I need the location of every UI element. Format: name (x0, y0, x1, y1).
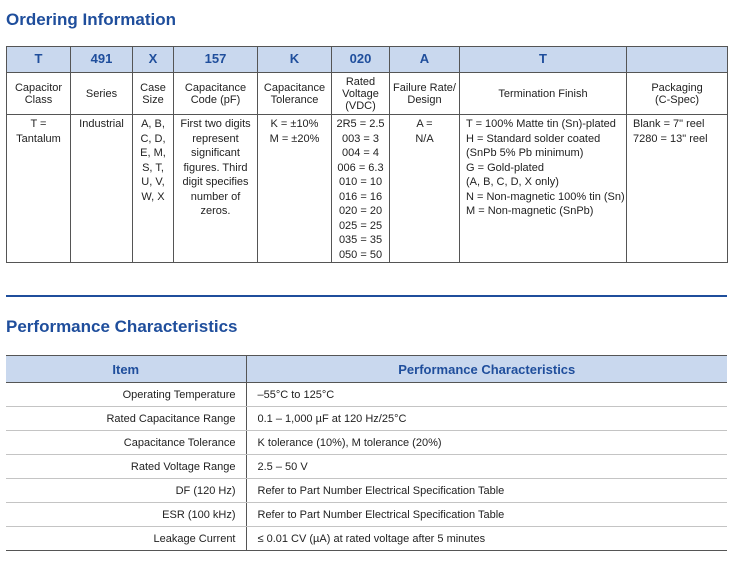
value-cell (460, 115, 627, 263)
table-row (6, 431, 727, 455)
cell-line: significant (191, 147, 240, 159)
cell-line: 7280 = 13" reel (633, 132, 708, 145)
cell-line: N/A (415, 132, 434, 145)
item-label: ESR (100 kHz) (6, 503, 246, 527)
cell-line: 025 = 25 (338, 219, 383, 232)
cell-line: 016 = 16 (338, 190, 383, 203)
table-row (6, 527, 727, 551)
value-cell (258, 115, 332, 263)
code-cell: A (390, 47, 460, 73)
value-cell (133, 115, 174, 263)
characteristic-value: ≤ 0.01 CV (µA) at rated voltage after 5 minutes (246, 527, 727, 551)
cell-line: First two digits (180, 118, 251, 130)
code-cell: T (460, 47, 627, 73)
value-cell (627, 115, 728, 263)
value-cell (71, 115, 133, 263)
ordering-header-row (7, 73, 728, 115)
header-cell (174, 73, 258, 115)
cell-line: Code (pF) (190, 93, 241, 106)
cell-line: W, X (141, 190, 165, 203)
code-cell: K (258, 47, 332, 73)
cell-line: S, T, (142, 161, 164, 174)
cell-line: (SnPb 5% Pb minimum) (466, 147, 584, 159)
cell-line: Packaging (651, 81, 703, 94)
cell-line: zeros. (200, 205, 231, 217)
cell-line: Rated (345, 75, 376, 88)
item-label: Operating Temperature (6, 383, 246, 407)
table-row (6, 383, 727, 407)
section-divider (6, 295, 727, 297)
cell-line: figures. Third (183, 161, 248, 174)
cell-line: digit specifies (182, 176, 249, 188)
performance-header-row (6, 356, 727, 383)
code-cell (627, 47, 728, 73)
header-cell (460, 73, 627, 115)
cell-line: 003 = 3 (341, 132, 379, 145)
cell-line: Capacitor (14, 81, 63, 94)
cell-line: Case (140, 81, 166, 94)
characteristic-value: Refer to Part Number Electrical Specification Table (246, 479, 727, 503)
cell-line: Capacitance (263, 81, 326, 94)
cell-line: M = ±20% (269, 132, 320, 145)
item-label: DF (120 Hz) (6, 479, 246, 503)
cell-line: A = (416, 118, 433, 130)
characteristic-value: –55°C to 125°C (246, 383, 727, 407)
cell-line: 010 = 10 (338, 176, 383, 188)
item-label: Leakage Current (6, 527, 246, 551)
cell-line: Design (407, 93, 442, 106)
ordering-code-row (7, 47, 728, 73)
cell-line: Tolerance (270, 93, 319, 106)
performance-body (6, 383, 727, 551)
item-label: Rated Capacitance Range (6, 407, 246, 431)
cell-line: M = Non-magnetic (SnPb) (466, 205, 594, 217)
ordering-information-title: Ordering Information (6, 10, 176, 29)
cell-line: T = 100% Matte tin (Sn)-plated (466, 118, 616, 130)
cell-line: N = Non-magnetic 100% tin (Sn) (466, 190, 625, 203)
table-row (6, 455, 727, 479)
value-cell (332, 115, 390, 263)
code-cell: T (7, 47, 71, 73)
header-cell (390, 73, 460, 115)
cell-line: H = Standard solder coated (466, 132, 601, 145)
header-cell (133, 73, 174, 115)
table-row (6, 407, 727, 431)
cell-line: 035 = 35 (338, 234, 383, 246)
value-cell (7, 115, 71, 263)
characteristic-value: Refer to Part Number Electrical Specification Table (246, 503, 727, 527)
item-column-header: Item (6, 356, 246, 383)
cell-line: number of (190, 190, 241, 203)
characteristic-value: K tolerance (10%), M tolerance (20%) (246, 431, 727, 455)
item-label: Capacitance Tolerance (6, 431, 246, 455)
cell-line: K = ±10% (270, 118, 319, 130)
cell-line: T = (30, 118, 47, 130)
cell-line: G = Gold-plated (466, 161, 544, 174)
cell-line: Voltage (342, 87, 379, 100)
cell-line: Termination Finish (498, 87, 588, 100)
characteristic-value: 2.5 – 50 V (246, 455, 727, 479)
ordering-values-row (7, 115, 728, 263)
cell-line: 004 = 4 (341, 147, 379, 159)
ordering-table (6, 46, 728, 263)
cell-line: 050 = 50 (338, 248, 383, 261)
cell-line: E, M, (140, 147, 166, 159)
value-cell (390, 115, 460, 263)
performance-table (6, 355, 727, 551)
cell-line: 2R5 = 2.5 (336, 118, 385, 130)
cell-line: U, V, (141, 176, 165, 188)
cell-line: (VDC) (345, 99, 376, 112)
table-row (6, 503, 727, 527)
code-cell: 020 (332, 47, 390, 73)
cell-line: 006 = 6.3 (337, 161, 384, 174)
header-cell (627, 73, 728, 115)
cell-line: (A, B, C, D, X only) (466, 176, 559, 188)
cell-line: Capacitance (184, 81, 247, 94)
cell-line: 020 = 20 (338, 205, 383, 217)
header-cell (71, 73, 133, 115)
cell-line: Failure Rate/ (393, 81, 456, 94)
cell-line: (C-Spec) (654, 93, 699, 106)
cell-line: represent (192, 132, 239, 145)
header-cell (332, 73, 390, 115)
header-cell (258, 73, 332, 115)
performance-characteristics-title: Performance Characteristics (6, 317, 238, 336)
cell-line: Tantalum (16, 132, 61, 145)
cell-line: Class (24, 93, 53, 106)
cell-line: Blank = 7" reel (633, 118, 705, 130)
item-label: Rated Voltage Range (6, 455, 246, 479)
cell-line: C, D, (140, 132, 166, 145)
cell-line: Series (85, 87, 118, 100)
cell-line: Size (142, 93, 164, 106)
code-cell: X (133, 47, 174, 73)
code-cell: 491 (71, 47, 133, 73)
table-row (6, 479, 727, 503)
header-cell (7, 73, 71, 115)
value-cell (174, 115, 258, 263)
characteristic-value: 0.1 – 1,000 µF at 120 Hz/25°C (246, 407, 727, 431)
cell-line: Industrial (79, 118, 124, 130)
code-cell: 157 (174, 47, 258, 73)
characteristics-column-header: Performance Characteristics (246, 356, 727, 383)
cell-line: A, B, (141, 118, 165, 130)
